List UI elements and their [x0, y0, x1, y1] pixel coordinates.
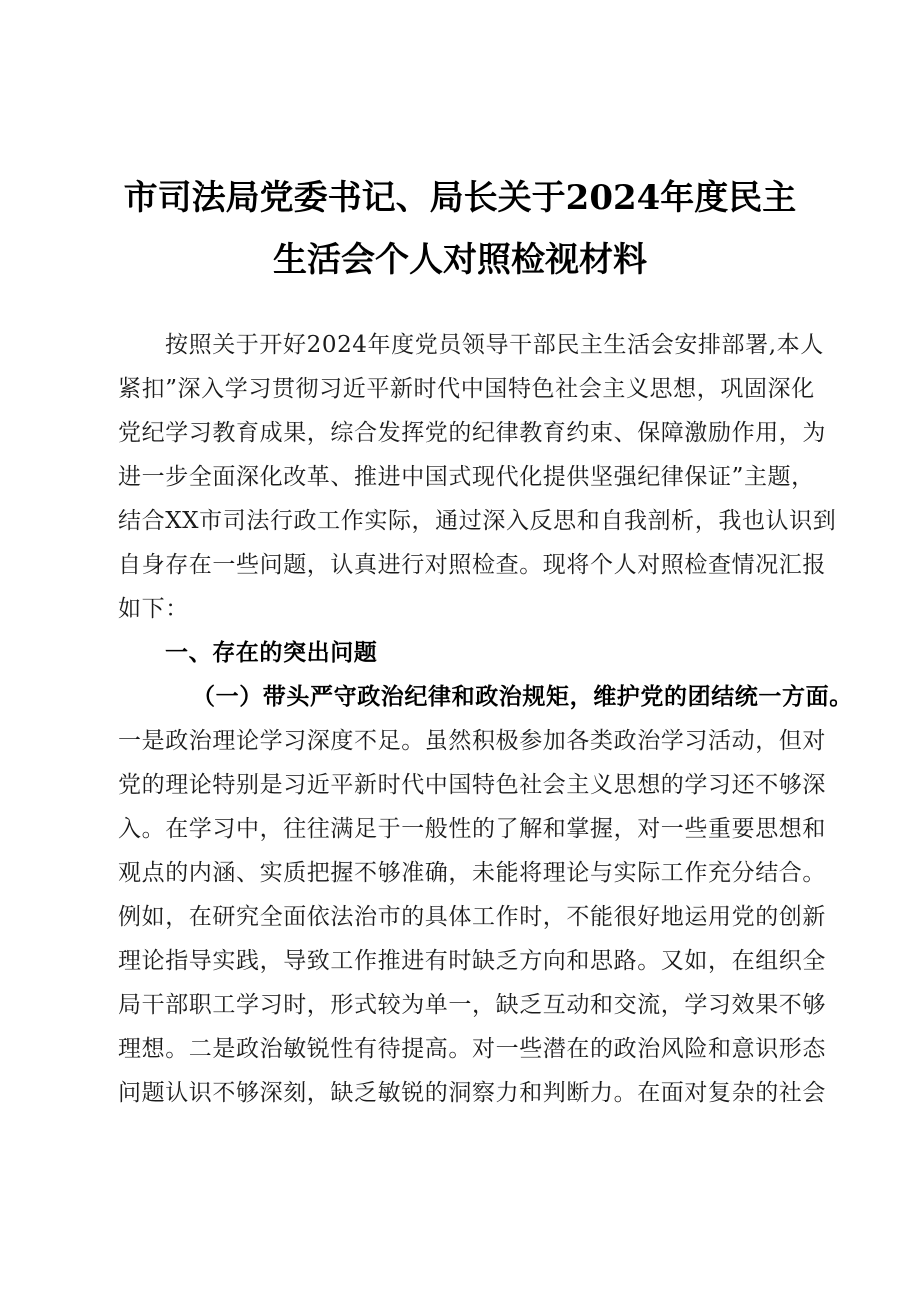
paragraph-line: 问题认识不够深刻，缺乏敏锐的洞察力和判断力。在面对复杂的社会 [118, 1080, 826, 1106]
document-title-line-1: 市司法局党委书记、局长关于2024年度民主 [123, 178, 797, 218]
document-title-line-2: 生活会个人对照检视材料 [273, 240, 647, 280]
paragraph-line: 入。在学习中，往往满足于一般性的了解和掌握，对一些重要思想和 [118, 816, 826, 842]
subsection-heading: （一）带头严守政治纪律和政治规矩，维护党的团结统一方面。 [192, 683, 853, 710]
paragraph-line: 进一步全面深化改革、推进中国式现代化提供坚强纪律保证”主题， [118, 464, 815, 490]
paragraph-line: 紧扣”深入学习贯彻习近平新时代中国特色社会主义思想，巩固深化 [118, 376, 815, 402]
section-heading: 一、存在的突出问题 [165, 639, 378, 666]
paragraph-line: 如下： [118, 596, 189, 622]
paragraph-line: 党的理论特别是习近平新时代中国特色社会主义思想的学习还不够深 [118, 772, 826, 798]
paragraph-line: 理论指导实践，导致工作推进有时缺乏方向和思路。又如，在组织全 [118, 948, 826, 974]
paragraph-line: 自身存在一些问题，认真进行对照检查。现将个人对照检查情况汇报 [118, 552, 826, 578]
paragraph-line: 结合XX市司法行政工作实际，通过深入反思和自我剖析，我也认识到 [118, 508, 837, 534]
paragraph-line: 一是政治理论学习深度不足。虽然积极参加各类政治学习活动，但对 [118, 728, 826, 754]
paragraph-line: 党纪学习教育成果，综合发挥党的纪律教育约束、保障激励作用，为 [118, 420, 826, 446]
paragraph-line: 观点的内涵、实质把握不够准确，未能将理论与实际工作充分结合。 [118, 860, 826, 886]
paragraph-line: 理想。二是政治敏锐性有待提高。对一些潜在的政治风险和意识形态 [118, 1036, 826, 1062]
paragraph-line: 局干部职工学习时，形式较为单一，缺乏互动和交流，学习效果不够 [118, 992, 826, 1018]
paragraph-line: 例如，在研究全面依法治市的具体工作时，不能很好地运用党的创新 [118, 904, 826, 930]
paragraph-line: 按照关于开好2024年度党员领导干部民主生活会安排部署,本人 [165, 332, 824, 358]
